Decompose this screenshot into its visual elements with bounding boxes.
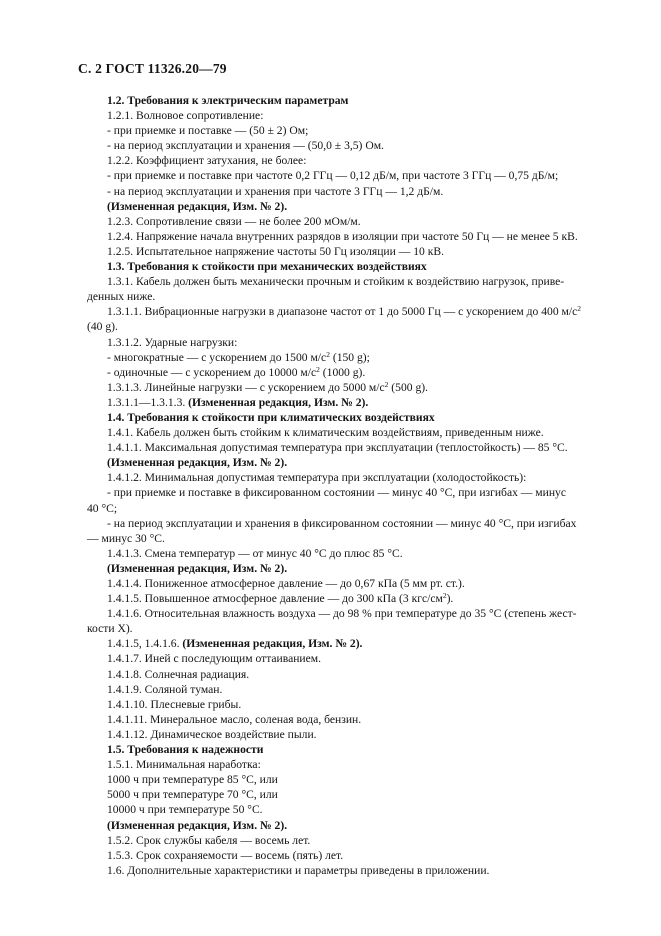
text-line bbox=[87, 440, 615, 455]
line-text-tail: (150 g); bbox=[329, 350, 370, 364]
section-heading bbox=[87, 93, 615, 108]
superscript: 2 bbox=[577, 304, 581, 314]
text-line bbox=[87, 833, 615, 848]
text-line bbox=[87, 425, 615, 440]
text-line bbox=[87, 863, 615, 878]
text-line bbox=[87, 606, 615, 621]
line-text: 1.4.1.2. Минимальная допустимая температура при эксплуатации (холодостойкость): bbox=[107, 471, 527, 485]
line-text: 1.4.1.11. Минеральное масло, соленая вода, бензин. bbox=[107, 712, 362, 726]
text-line bbox=[87, 244, 615, 259]
line-text: 1.4.1.8. Солнечная радиация. bbox=[107, 667, 250, 681]
text-line bbox=[87, 682, 615, 697]
line-text-tail: (500 g). bbox=[388, 380, 428, 394]
text-line bbox=[87, 727, 615, 742]
line-text: - многократные — с ускорением до 1500 м/с bbox=[107, 350, 327, 364]
text-line bbox=[87, 485, 615, 500]
line-text: 1.4.1.10. Плесневые грибы. bbox=[107, 697, 242, 711]
line-text: 1.4.1.1. Максимальная допустимая температура при эксплуатации (теплостойкость) — 85 °С. bbox=[107, 441, 568, 455]
text-line bbox=[87, 229, 615, 244]
text-line bbox=[87, 697, 615, 712]
line-text: - на период эксплуатации и хранения при частоте 3 ГГц — 1,2 дБ/м. bbox=[107, 184, 444, 198]
text-line bbox=[87, 712, 615, 727]
line-text: 1.2. Требования к электрическим параметрам bbox=[107, 94, 349, 107]
line-text: денных ниже. bbox=[87, 290, 156, 304]
text-line bbox=[87, 350, 615, 365]
page-header: С. 2 ГОСТ 11326.20—79 bbox=[78, 61, 227, 76]
line-text-tail: ). bbox=[446, 592, 454, 606]
text-line bbox=[87, 787, 615, 802]
section-heading bbox=[87, 410, 615, 425]
line-text: 1.3.1.1—1.3.1.3. bbox=[107, 395, 189, 409]
superscript: 2 bbox=[384, 379, 389, 389]
text-line bbox=[87, 621, 615, 636]
line-text: 1.4.1. Кабель должен быть стойким к климатическим воздействиям, приведенным ниже. bbox=[107, 426, 544, 440]
text-line bbox=[87, 289, 615, 304]
line-text: 1.4.1.6. Относительная влажность воздуха — до 98 % при температуре до 35 °С (степень жест- bbox=[107, 607, 577, 621]
line-text: 1.2.1. Волновое сопротивление: bbox=[107, 109, 264, 123]
text-line bbox=[87, 516, 615, 531]
amendment-note bbox=[87, 455, 615, 470]
text-line bbox=[87, 546, 615, 561]
line-text: (Измененная редакция, Изм. № 2). bbox=[107, 456, 288, 470]
text-line bbox=[87, 802, 615, 817]
text-line bbox=[87, 591, 615, 606]
document-body bbox=[87, 93, 615, 878]
line-text: 1.3. Требования к стойкости при механических воздействиях bbox=[107, 260, 427, 274]
line-text: (Измененная редакция, Изм. № 2). bbox=[107, 818, 288, 832]
amendment-note bbox=[87, 561, 615, 576]
line-text: — минус 30 °С. bbox=[87, 531, 165, 545]
line-text: 1.2.3. Сопротивление связи — не более 200 мОм/м. bbox=[107, 214, 361, 228]
line-text: (40 g). bbox=[87, 320, 118, 334]
text-line bbox=[87, 319, 615, 334]
section-heading bbox=[87, 259, 615, 274]
line-text: 1000 ч при температуре 85 °С, или bbox=[107, 773, 278, 787]
text-line bbox=[87, 335, 615, 350]
line-text: 40 °С; bbox=[87, 501, 118, 515]
line-text: 1.3.1.2. Ударные нагрузки: bbox=[107, 335, 238, 349]
line-text: 1.4.1.12. Динамическое воздействие пыли. bbox=[107, 727, 317, 741]
text-line bbox=[87, 848, 615, 863]
line-text: 1.4.1.9. Соляной туман. bbox=[107, 682, 223, 696]
line-text: - при приемке и поставке при частоте 0,2 ГГц — 0,12 дБ/м, при частоте 3 ГГц — 0,75 дБ/м; bbox=[107, 169, 559, 183]
line-text: 1.3.1.1. Вибрационные нагрузки в диапазоне частот от 1 до 5000 Гц — с ускорением до 400 м/с bbox=[107, 305, 578, 319]
line-text: - при приемке и поставке в фиксированном состоянии — минус 40 °С, при изгибах — минус bbox=[107, 486, 566, 500]
text-line bbox=[87, 651, 615, 666]
text-line bbox=[87, 501, 615, 516]
text-line bbox=[87, 772, 615, 787]
line-text: 1.4.1.7. Иней с последующим оттаиванием. bbox=[107, 652, 322, 666]
section-heading bbox=[87, 742, 615, 757]
text-line bbox=[87, 184, 615, 199]
line-text: 1.6. Дополнительные характеристики и параметры приведены в приложении. bbox=[107, 863, 490, 877]
text-line bbox=[87, 123, 615, 138]
text-line bbox=[87, 138, 615, 153]
text-line bbox=[87, 470, 615, 485]
amendment-note: (Измененная редакция, Изм. № 2). bbox=[188, 395, 369, 409]
text-line bbox=[87, 636, 615, 651]
text-line bbox=[87, 380, 615, 395]
text-line bbox=[87, 304, 615, 319]
amendment-note: (Измененная редакция, Изм. № 2). bbox=[182, 637, 363, 651]
line-text: 5000 ч при температуре 70 °С, или bbox=[107, 788, 278, 802]
line-text: 1.5. Требования к надежности bbox=[107, 743, 264, 757]
amendment-note bbox=[87, 818, 615, 833]
text-line bbox=[87, 395, 615, 410]
line-text: 1.5.1. Минимальная наработка: bbox=[107, 758, 261, 772]
line-text: 1.5.3. Срок сохраняемости — восемь (пять) лет. bbox=[107, 848, 344, 862]
line-text: 1.2.2. Коэффициент затухания, не более: bbox=[107, 154, 307, 168]
line-text: 1.2.4. Напряжение начала внутренних разрядов в изоляции при частоте 50 Гц — не менее 5 кВ. bbox=[107, 229, 578, 243]
line-text: кости Х). bbox=[87, 622, 133, 636]
superscript: 2 bbox=[316, 364, 320, 374]
text-line bbox=[87, 365, 615, 380]
text-line bbox=[87, 576, 615, 591]
line-text: 1.4. Требования к стойкости при климатических воздействиях bbox=[107, 410, 435, 424]
line-text: 1.2.5. Испытательное напряжение частоты 50 Гц изоляции — 10 кВ. bbox=[107, 244, 444, 258]
line-text: 1.4.1.4. Пониженное атмосферное давление — до 0,67 кПа (5 мм рт. ст.). bbox=[107, 577, 465, 590]
line-text: 1.4.1.5, 1.4.1.6. bbox=[107, 637, 183, 651]
line-text: (Измененная редакция, Изм. № 2). bbox=[107, 561, 288, 575]
line-text: - одиночные — с ускорением до 10000 м/с bbox=[107, 365, 317, 379]
line-text: 1.5.2. Срок службы кабеля — восемь лет. bbox=[107, 833, 311, 847]
line-text: 1.4.1.5. Повышенное атмосферное давление — до 300 кПа (3 кгс/см bbox=[107, 592, 443, 606]
text-line bbox=[87, 757, 615, 772]
text-line bbox=[87, 108, 615, 123]
text-line bbox=[87, 274, 615, 289]
line-text: 1.4.1.3. Смена температур — от минус 40 °С до плюс 85 °С. bbox=[107, 546, 403, 560]
line-text: 1.3.1. Кабель должен быть механически прочным и стойким к воздействию нагрузок, приве- bbox=[107, 275, 565, 289]
line-text: (Измененная редакция, Изм. № 2). bbox=[107, 199, 288, 213]
text-line bbox=[87, 168, 615, 183]
line-text-tail: (1000 g). bbox=[319, 365, 366, 379]
superscript: 2 bbox=[326, 349, 330, 359]
line-text: 1.3.1.3. Линейные нагрузки — с ускорением до 5000 м/с bbox=[107, 380, 385, 394]
text-line bbox=[87, 667, 615, 682]
line-text: 10000 ч при температуре 50 °С. bbox=[107, 803, 263, 817]
text-line bbox=[87, 531, 615, 546]
line-text: - при приемке и поставке — (50 ± 2) Ом; bbox=[107, 124, 309, 138]
text-line bbox=[87, 153, 615, 168]
line-text: - на период эксплуатации и хранения — (50,0 ± 3,5) Ом. bbox=[107, 139, 384, 153]
superscript: 2 bbox=[442, 591, 447, 601]
line-text: - на период эксплуатации и хранения в фиксированном состоянии — минус 40 °С, при изгибах bbox=[107, 516, 577, 530]
text-line bbox=[87, 214, 615, 229]
amendment-note bbox=[87, 199, 615, 214]
